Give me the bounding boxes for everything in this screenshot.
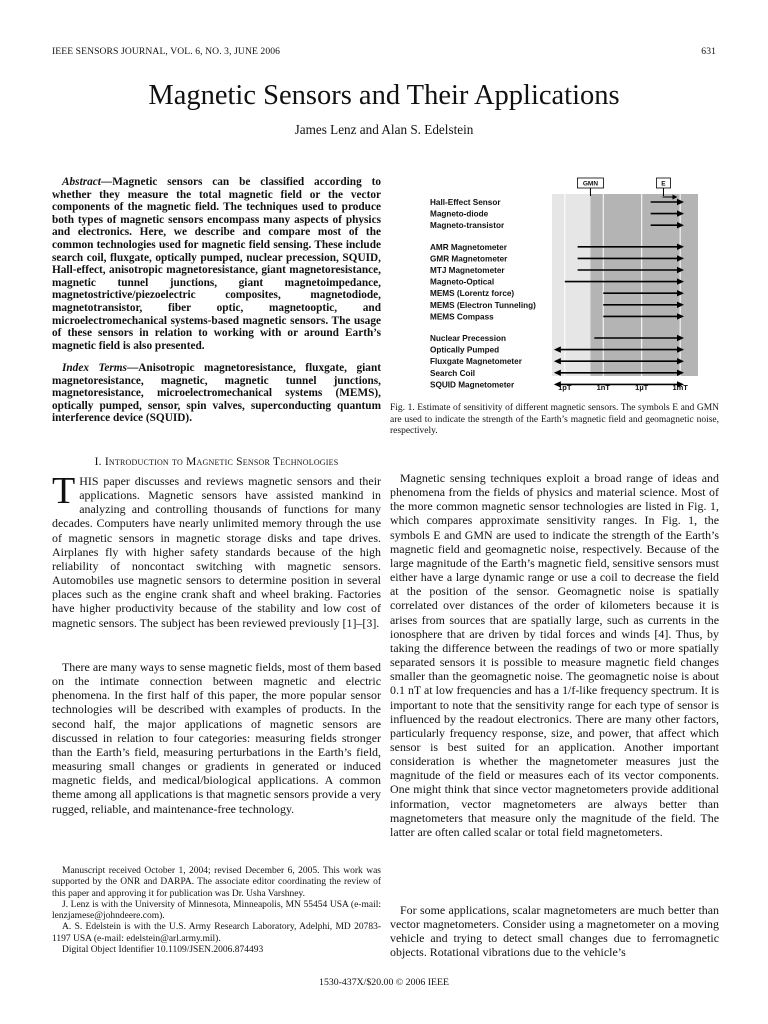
drop-cap: T bbox=[52, 470, 76, 512]
abstract-text: Magnetic sensors can be classified according to whether they measure the total magnetic field or the vector components of the magnetic field. The techniques used to produce both types of magnetic sensors encompass many aspects of physics and electronics. Here, we describe and compare most of the common technologies used for magnetic field sensing. These include search coil, fluxgate, optically pumped, nuclear precession, SQUID, Hall-effect, anisotropic magnetoresistance, giant magnetoresistance, magnetic tunnel junctions, giant magnetoimpedance, magnetostrictive/piezoelectric composites, magnetodiode, magnetotransistor, fiber optic, magnetooptic, and microelectromechanical systems-based magnetic sensors. The usage of these sensors in relation to working with or around Earth’s magnetic field is also presented. bbox=[52, 176, 381, 352]
footnote-lenz: J. Lenz is with the University of Minnesota, Minneapolis, MN 55454 USA (e-mail: lenzjamese@johndeere.com). bbox=[52, 899, 381, 922]
abstract-label: Abstract bbox=[62, 176, 101, 188]
sensor-label: Hall-Effect Sensor bbox=[430, 198, 501, 207]
footnote-doi: Digital Object Identifier 10.1109/JSEN.2006.874493 bbox=[62, 945, 264, 956]
sensor-label: AMR Magnetometer bbox=[430, 242, 507, 252]
marker-label: E bbox=[661, 180, 666, 188]
page-footer: 1530-437X/$20.00 © 2006 IEEE bbox=[319, 977, 449, 988]
paper-authors: James Lenz and Alan S. Edelstein bbox=[294, 122, 474, 137]
sensor-label: Optically Pumped bbox=[430, 345, 500, 355]
index-terms: Index Terms—Anisotropic magnetoresistance, fluxgate, giant magnetoresistance, magnetic, magnetic tunnel junctions, magnetoresistance, microelectromechanical systems (MEMS), optically pumped, sensor, spin valves, superconducting quantum interference device (SQUID). bbox=[52, 362, 381, 425]
intro-paragraph-2: There are many ways to sense magnetic fields, most of them based on the intimate connection between magnetic and electric phenomena. In the first half of this paper, the more popular sensor technologies will be described with examples of products. In the second half, the major applications of magnetic sensors are discussed in relation to four categories: measuring fields stronger than the Earth’s field, measuring perturbations in the Earth’s field, measuring small changes or gradients in generated or induced magnetic fields, and medical/biological applications. A common theme among all applications is that magnetic sensors provide a very rugged, reliable, and maintenance-free technology. bbox=[52, 660, 381, 816]
sensor-label: SQUID Magnetometer bbox=[430, 380, 515, 390]
sensor-label: Fluxgate Magnetometer bbox=[430, 357, 522, 367]
sensor-label: MEMS Compass bbox=[430, 312, 494, 322]
right-paragraph-2: For some applications, scalar magnetometers are much better than vector magnetometers. Consider using a magnetometer on a moving vehicle and trying to detect small changes due to ferromagnetic objects. Rotational vibrations due to the vehicle’s bbox=[390, 903, 719, 960]
x-tick-label: 1pT bbox=[558, 383, 572, 392]
index-terms-text: Anisotropic magnetoresistance, fluxgate, giant magnetoresistance, magnetic, magnetic tunnel junctions, magnetoresistance, microelectromechanical systems (MEMS), optically pumped, sensor, spin valves, superconducting quantum interference device (SQUID). bbox=[52, 362, 381, 425]
sensor-label: Nuclear Precession bbox=[430, 334, 507, 343]
sensor-label: GMR Magnetometer bbox=[430, 254, 508, 264]
sensor-label: Search Coil bbox=[430, 368, 476, 378]
abstract: Abstract—Magnetic sensors can be classified according to whether they measure the total magnetic field or the vector components of the magnetic field. The techniques used to produce both types of magnetic sensors encompass many aspects of physics and electronics. Here, we describe and compare most of the common technologies used for magnetic field sensing. These include search coil, fluxgate, optically pumped, nuclear precession, SQUID, Hall-effect, anisotropic magnetoresistance, giant magnetoresistance, magnetic tunnel junctions, giant magnetoimpedance, magnetostrictive/piezoelectric composites, magnetodiode, magnetotransistor, fiber optic, magnetooptic, and microelectromechanical systems-based magnetic sensors. The usage of these sensors in relation to working with or around Earth’s magnetic field is also presented. bbox=[52, 176, 381, 352]
index-terms-label: Index Terms bbox=[62, 362, 127, 374]
journal-citation: IEEE SENSORS JOURNAL, VOL. 6, NO. 3, JUNE 2006 bbox=[52, 46, 281, 57]
paper-title: Magnetic Sensors and Their Applications bbox=[148, 80, 620, 111]
footnote-edelstein: A. S. Edelstein is with the U.S. Army Research Laboratory, Adelphi, MD 20783-1197 USA (e-mail: edelstein@arl.army.mil). bbox=[52, 922, 381, 944]
section-heading: I. Introduction to Magnetic Sensor Technologies bbox=[94, 455, 339, 468]
figure-caption: Fig. 1. Estimate of sensitivity of different magnetic sensors. The symbols E and GMN are used to indicate the strength of the Earth’s magnetic field and geomagnetic noise, respectively. bbox=[390, 403, 719, 436]
sensitivity-chart bbox=[390, 176, 719, 398]
x-tick-label: 1nT bbox=[596, 383, 610, 392]
right-paragraph-1: Magnetic sensing techniques exploit a broad range of ideas and phenomena from the fields of physics and material science. Most of the more common magnetic sensor technologies are listed in Fig. 1, which compares approximate sensitivity ranges. In Fig. 1, the symbols E and GMN are used to indicate the strength of the Earth’s magnetic field and geomagnetic noise, respectively. Because of the large magnitude of the Earth’s magnetic field, sensitive sensors must either have a large dynamic range or use a coil to decrease the field at the position of the sensor. Geomagnetic noise is spatially correlated over distances of the order of kilometers because it is arises from sources that are spatially large, such as currents in the ionosphere that are driven by tidal forces and winds [4]. Thus, by taking the difference between the readings of two or more spatially separated sensors it is possible to measure magnetic field changes smaller than the geomagnetic noise. The geomagnetic noise is about 0.1 nT at low frequencies and has a 1/f-like frequency spectrum. It is important to note that the sensitivity range for each type of sensor is influenced by the readout electronics. There are many other factors, particularly frequency response, size, and power, that affect which sensor is best suited for an application. Another important consideration is whether the magnetometer measures just the magnitude of the field or measures each of its vector components. One might think that since vector magnetometers provide additional information, vector magnetometers are always better than magnetometers that measure only the magnitude of the field. The latter are often called scalar or total field magnetometers. bbox=[390, 471, 719, 839]
sensor-label: Magneto-diode bbox=[430, 209, 489, 219]
x-tick-label: 1mT bbox=[672, 383, 688, 392]
sensor-label: MEMS (Electron Tunneling) bbox=[430, 300, 536, 310]
intro-paragraph-1 bbox=[52, 470, 381, 630]
sensor-label: MEMS (Lorentz force) bbox=[430, 289, 515, 299]
sensor-label: MTJ Magnetometer bbox=[430, 266, 505, 275]
marker-label: GMN bbox=[582, 180, 599, 188]
footnotes bbox=[52, 866, 381, 956]
x-tick-label: 1µT bbox=[635, 383, 649, 392]
page-number: 631 bbox=[701, 46, 716, 57]
sensor-label: Magneto-Optical bbox=[430, 277, 495, 287]
figure-1 bbox=[390, 176, 719, 398]
intro-paragraph-1-text: HIS paper discusses and reviews magnetic sensors and their applications. Magnetic sensors have assisted mankind in analyzing and controlling thousands of functions for many decades. Computers have nearly unlimited memory through the use of magnetic sensors in magnetic storage disks and tape drives. Airplanes fly with higher safety standards because of the high reliability of noncontact switching with magnetic sensors. Automobiles use magnetic sensors to determine position in several places such as the engine crank shaft and wheel braking. Factories have higher productivity because of the stability and low cost of magnetic sensors. The subject has been reviewed previously [1]–[3]. bbox=[52, 474, 381, 630]
sensor-label: Magneto-transistor bbox=[430, 221, 505, 231]
running-header bbox=[52, 46, 716, 57]
footnote-manuscript: Manuscript received October 1, 2004; revised December 6, 2005. This work was supported by the ONR and DARPA. The associate editor coordinating the review of this paper and approving it for publication was Dr. Usha Varshney. bbox=[52, 866, 381, 899]
